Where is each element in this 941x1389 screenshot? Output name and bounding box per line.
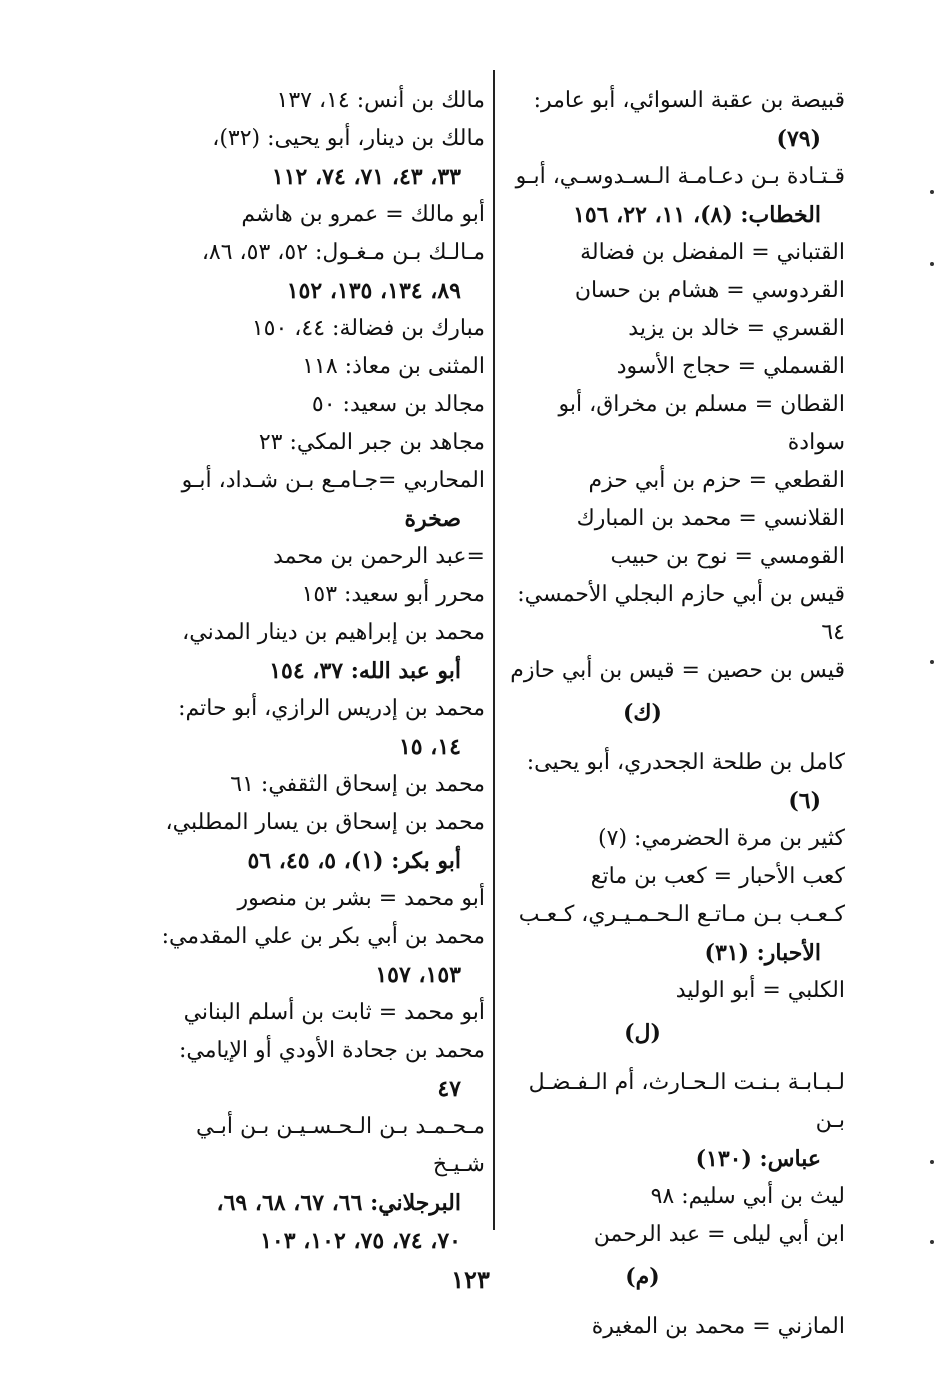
entry-continuation-line: ١٥٣، ١٥٧ <box>375 962 461 988</box>
index-entry <box>150 690 485 766</box>
entry-line: القسملي = حجاج الأسود <box>616 354 845 379</box>
entry-line: القسري = خالد بن يزيد <box>628 316 845 341</box>
entry-line: مـحـمـد بـن الـحـسـيـن بـن أبـي شـيـخ <box>195 1114 485 1177</box>
entry-line: القتباني = المفضل بن فضالة <box>580 240 845 265</box>
index-entry <box>150 538 485 576</box>
entry-line: محمد بن إدريس الرازي، أبو حاتم: <box>178 696 485 721</box>
index-entry <box>500 386 845 462</box>
entry-line: المازني = محمد بن المغيرة <box>591 1314 845 1339</box>
entry-line: القطعي = حزم بن أبي حزم <box>588 468 845 493</box>
entry-line: ابن أبي ليلى = عبد الرحمن <box>593 1222 845 1247</box>
index-entry <box>500 500 845 538</box>
index-entry <box>500 538 845 576</box>
index-column-right <box>500 82 845 1346</box>
index-entry <box>500 1178 845 1216</box>
entry-continuation-line: (٦) <box>788 788 821 814</box>
margin-mark <box>930 262 934 266</box>
index-entry <box>500 234 845 272</box>
index-entry <box>150 234 485 310</box>
index-entry <box>150 1032 485 1108</box>
index-entry <box>150 82 485 120</box>
entry-line: قـتـادة بـن دعـامـة الـسـدوسـي، أبـو <box>515 164 845 189</box>
index-entry <box>150 348 485 386</box>
index-entry <box>150 804 485 880</box>
index-entry <box>150 424 485 462</box>
entry-continuation-line: ٨٩، ١٣٤، ١٣٥، ١٥٢ <box>286 278 461 304</box>
entry-line: ليث بن أبي سليم: ٩٨ <box>650 1184 845 1209</box>
column-divider <box>493 70 495 1230</box>
entry-continuation-line: أبو بكر: (١)، ٥، ٤٥، ٥٦ <box>247 848 461 874</box>
entry-line: =عبد الرحمن بن محمد <box>273 544 485 569</box>
entry-line: كعب الأحبار = كعب بن ماتع <box>590 864 845 889</box>
index-entry <box>150 918 485 994</box>
entry-line: القلانسي = محمد بن المبارك <box>576 506 845 531</box>
index-entry <box>150 120 485 196</box>
entry-line: محرر أبو سعيد: ١٥٣ <box>301 582 485 607</box>
page-number: ١٢٣ <box>451 1265 490 1294</box>
index-entry <box>500 652 845 690</box>
index-entry <box>150 1108 485 1260</box>
index-entry <box>150 766 485 804</box>
index-entry <box>150 994 485 1032</box>
entry-line: أبو مالك = عمرو بن هاشم <box>241 202 485 227</box>
entry-line: الكلبي = أبو الوليد <box>675 978 845 1003</box>
entry-line: المثنى بن معاذ: ١١٨ <box>302 354 485 379</box>
index-entry <box>500 310 845 348</box>
entry-line: أبو محمد = بشر بن منصور <box>237 886 485 911</box>
entry-line: محمد بن إسحاق الثقفي: ٦١ <box>230 772 485 797</box>
entry-continuation-line: ٣٣، ٤٣، ٧١، ٧٤، ١١٢ <box>271 164 461 190</box>
entry-line: قيس بن حصين = قيس بن أبي حازم <box>510 658 845 683</box>
entry-line: أبو محمد = ثابت بن أسلم البناني <box>183 1000 485 1025</box>
entry-line: قبيصة بن عقبة السوائي، أبو عامر: <box>533 88 845 113</box>
index-entry <box>500 744 845 820</box>
section-letter-heading: (ك) <box>623 700 662 726</box>
entry-line: قيس بن أبي حازم البجلي الأحمسي: ٦٤ <box>517 582 845 645</box>
index-entry <box>500 576 845 652</box>
section-letter-heading: (م) <box>625 1264 660 1290</box>
entry-line: كـعـب بـن مـاتـع الـحـمـيـري، كـعـب <box>518 902 845 927</box>
entry-line: مجالد بن سعيد: ٥٠ <box>311 392 485 417</box>
index-entry <box>500 158 845 234</box>
entry-line: مـالـك بـن مـغـول: ٥٢، ٥٣، ٨٦، <box>201 240 485 265</box>
margin-mark <box>930 660 934 664</box>
entry-line: المحاربي =جـامـع بـن شـداد، أبـو <box>181 468 485 493</box>
entry-continuation-line: الخطاب: (٨)، ١١، ٢٢، ١٥٦ <box>573 202 821 228</box>
entry-line: مجاهد بن جبر المكي: ٢٣ <box>258 430 485 455</box>
entry-continuation-line: الأحبار: (٣١) <box>704 940 821 966</box>
index-entry <box>500 858 845 896</box>
index-entry <box>500 972 845 1010</box>
entry-continuation-line: ١٤، ١٥ <box>398 734 461 760</box>
entry-line: محمد بن إسحاق بن يسار المطلبي، <box>165 810 485 835</box>
index-entry <box>150 310 485 348</box>
entry-line: القومسي = نوح بن حبيب <box>610 544 845 569</box>
margin-mark <box>930 1160 934 1164</box>
index-entry <box>150 196 485 234</box>
entry-continuation-line: ٧٠، ٧٤، ٧٥، ١٠٢، ١٠٣ <box>260 1228 461 1254</box>
index-entry <box>150 880 485 918</box>
index-entry <box>500 272 845 310</box>
entry-continuation-line: عباس: (١٣٠) <box>695 1146 821 1172</box>
index-column-left <box>150 82 485 1260</box>
entry-line: كثير بن مرة الحضرمي: (٧) <box>598 826 845 851</box>
index-entry <box>500 1308 845 1346</box>
entry-line: القطان = مسلم بن مخراق، أبو سوادة <box>558 392 845 455</box>
index-entry <box>500 820 845 858</box>
entry-line: مالك بن أنس: ١٤، ١٣٧ <box>276 88 485 113</box>
entry-continuation-line: البرجلاني: ٦٦، ٦٧، ٦٨، ٦٩، <box>216 1190 461 1216</box>
index-entry <box>500 896 845 972</box>
index-entry <box>500 82 845 158</box>
entry-line: القردوسي = هشام بن حسان <box>574 278 845 303</box>
entry-line: مالك بن دينار، أبو يحيى: (٣٢)، <box>212 126 485 151</box>
index-entry <box>150 462 485 538</box>
index-entry <box>150 386 485 424</box>
entry-continuation-line: أبو عبد الله: ٣٧، ١٥٤ <box>269 658 461 684</box>
entry-line: محمد بن أبي بكر بن علي المقدمي: <box>161 924 485 949</box>
entry-continuation-line: (٧٩) <box>776 126 821 152</box>
entry-continuation-line: ٤٧ <box>437 1076 461 1102</box>
index-entry <box>150 614 485 690</box>
index-entry <box>500 462 845 500</box>
entry-line: لـبـابـة بـنـت الـحـارث، أم الـفـضـل بـن <box>528 1070 845 1133</box>
index-entry <box>500 1216 845 1254</box>
margin-mark <box>930 1240 934 1244</box>
index-entry <box>150 576 485 614</box>
entry-line: محمد بن إبراهيم بن دينار المدني، <box>182 620 485 645</box>
entry-line: محمد بن جحادة الأودي أو الإيامي: <box>179 1038 485 1063</box>
margin-mark <box>930 190 934 194</box>
entry-line: كامل بن طلحة الجحدري، أبو يحيى: <box>526 750 845 775</box>
section-letter-heading: (ل) <box>624 1020 661 1046</box>
index-entry <box>500 1064 845 1178</box>
index-entry <box>500 348 845 386</box>
entry-continuation-line: صخرة <box>404 506 461 532</box>
entry-line: مبارك بن فضالة: ٤٤، ١٥٠ <box>251 316 485 341</box>
